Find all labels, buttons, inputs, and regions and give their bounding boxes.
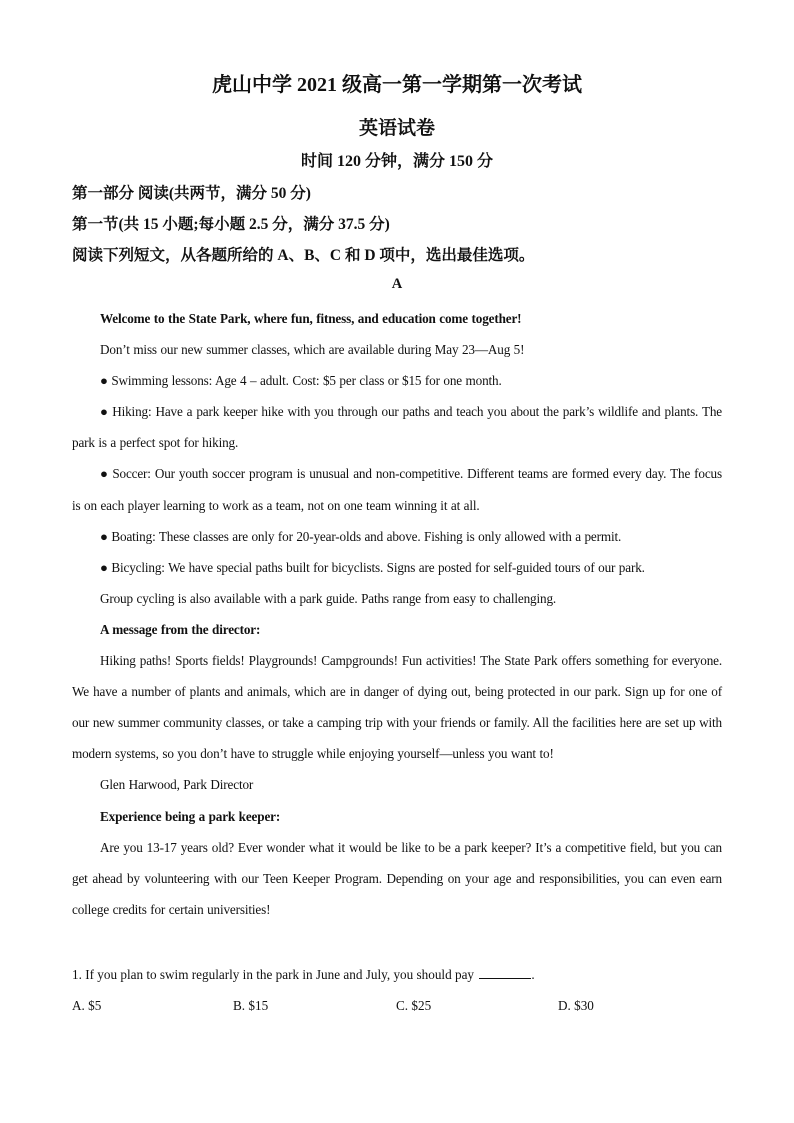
subsection-heading: 第一节(共 15 小题;每小题 2.5 分，满分 37.5 分)	[72, 216, 390, 233]
director-heading: A message from the director:	[100, 621, 261, 637]
instruction-text: 阅读下列短文，从各题所给的 A、B、C 和 D 项中，选出最佳选项。	[72, 247, 535, 264]
director-signature: Glen Harwood, Park Director	[100, 777, 254, 793]
question-end: .	[531, 967, 535, 982]
option-b[interactable]: B. $15	[233, 998, 269, 1013]
part-heading: 第一部分 阅读(共两节，满分 50 分)	[72, 185, 311, 202]
group-cycling-text: Group cycling is also available with a park guide. Paths range from easy to challenging.	[100, 590, 557, 606]
hiking-item: ● Hiking: Have a park keeper hike with you through our paths and teach you about the park’s wildlife and plants. The park is a perfect spot for hiking.	[72, 404, 722, 451]
passage-heading: Welcome to the State Park, where fun, fitness, and education come together!	[100, 311, 522, 326]
reading-passage	[72, 303, 722, 925]
exam-time-score: 时间 120 分钟，满分 150 分	[300, 153, 493, 170]
passage-letter: A	[391, 276, 403, 292]
bicycling-item: ● Bicycling: We have special paths built for bicyclists. Signs are posted for self-guided tours of our park.	[100, 559, 645, 575]
question-stem: 1. If you plan to swim regularly in the park in June and July, you should pay	[72, 967, 475, 982]
soccer-item: ● Soccer: Our youth soccer program is unusual and non-competitive. Different teams are formed every day. The focus is on each player learning to work as a team, not on one team winning it at all.	[72, 466, 722, 513]
keeper-text: Are you 13-17 years old? Ever wonder what it would be like to be a park keeper? It’s a competitive field, but you can get ahead by volunteering with our Teen Keeper Program. Depending on your age and responsibilities, you can even earn college credits for certain universities!	[72, 839, 722, 917]
exam-subject: 英语试卷	[358, 118, 435, 139]
option-d[interactable]: D. $30	[558, 998, 594, 1013]
boating-item: ● Boating: These classes are only for 20-year-olds and above. Fishing is only allowed with a permit.	[100, 528, 622, 544]
passage-intro: Don’t miss our new summer classes, which are available during May 23—Aug 5!	[100, 342, 525, 358]
option-c[interactable]: C. $25	[396, 998, 432, 1013]
option-a[interactable]: A. $5	[72, 998, 102, 1013]
exam-title: 虎山中学 2021 级高一第一学期第一次考试	[212, 74, 582, 96]
director-message: Hiking paths! Sports fields! Playgrounds! Campgrounds! Fun activities! The State Park offers something for everyone. We have a number of plants and animals, which are in danger of dying out, being protected in our park. Sign up for one of our new summer community classes, or take a camping trip with your friends or family. All the facilities here are set up with modern systems, so you don’t have to struggle while enjoying yourself—unless you want to!	[72, 653, 722, 762]
question-1	[72, 959, 722, 990]
answer-options	[0, 990, 794, 1021]
keeper-heading: Experience being a park keeper:	[100, 808, 281, 824]
answer-blank[interactable]	[479, 966, 531, 979]
swimming-item: ● Swimming lessons: Age 4 – adult. Cost: $5 per class or $15 for one month.	[100, 373, 502, 389]
